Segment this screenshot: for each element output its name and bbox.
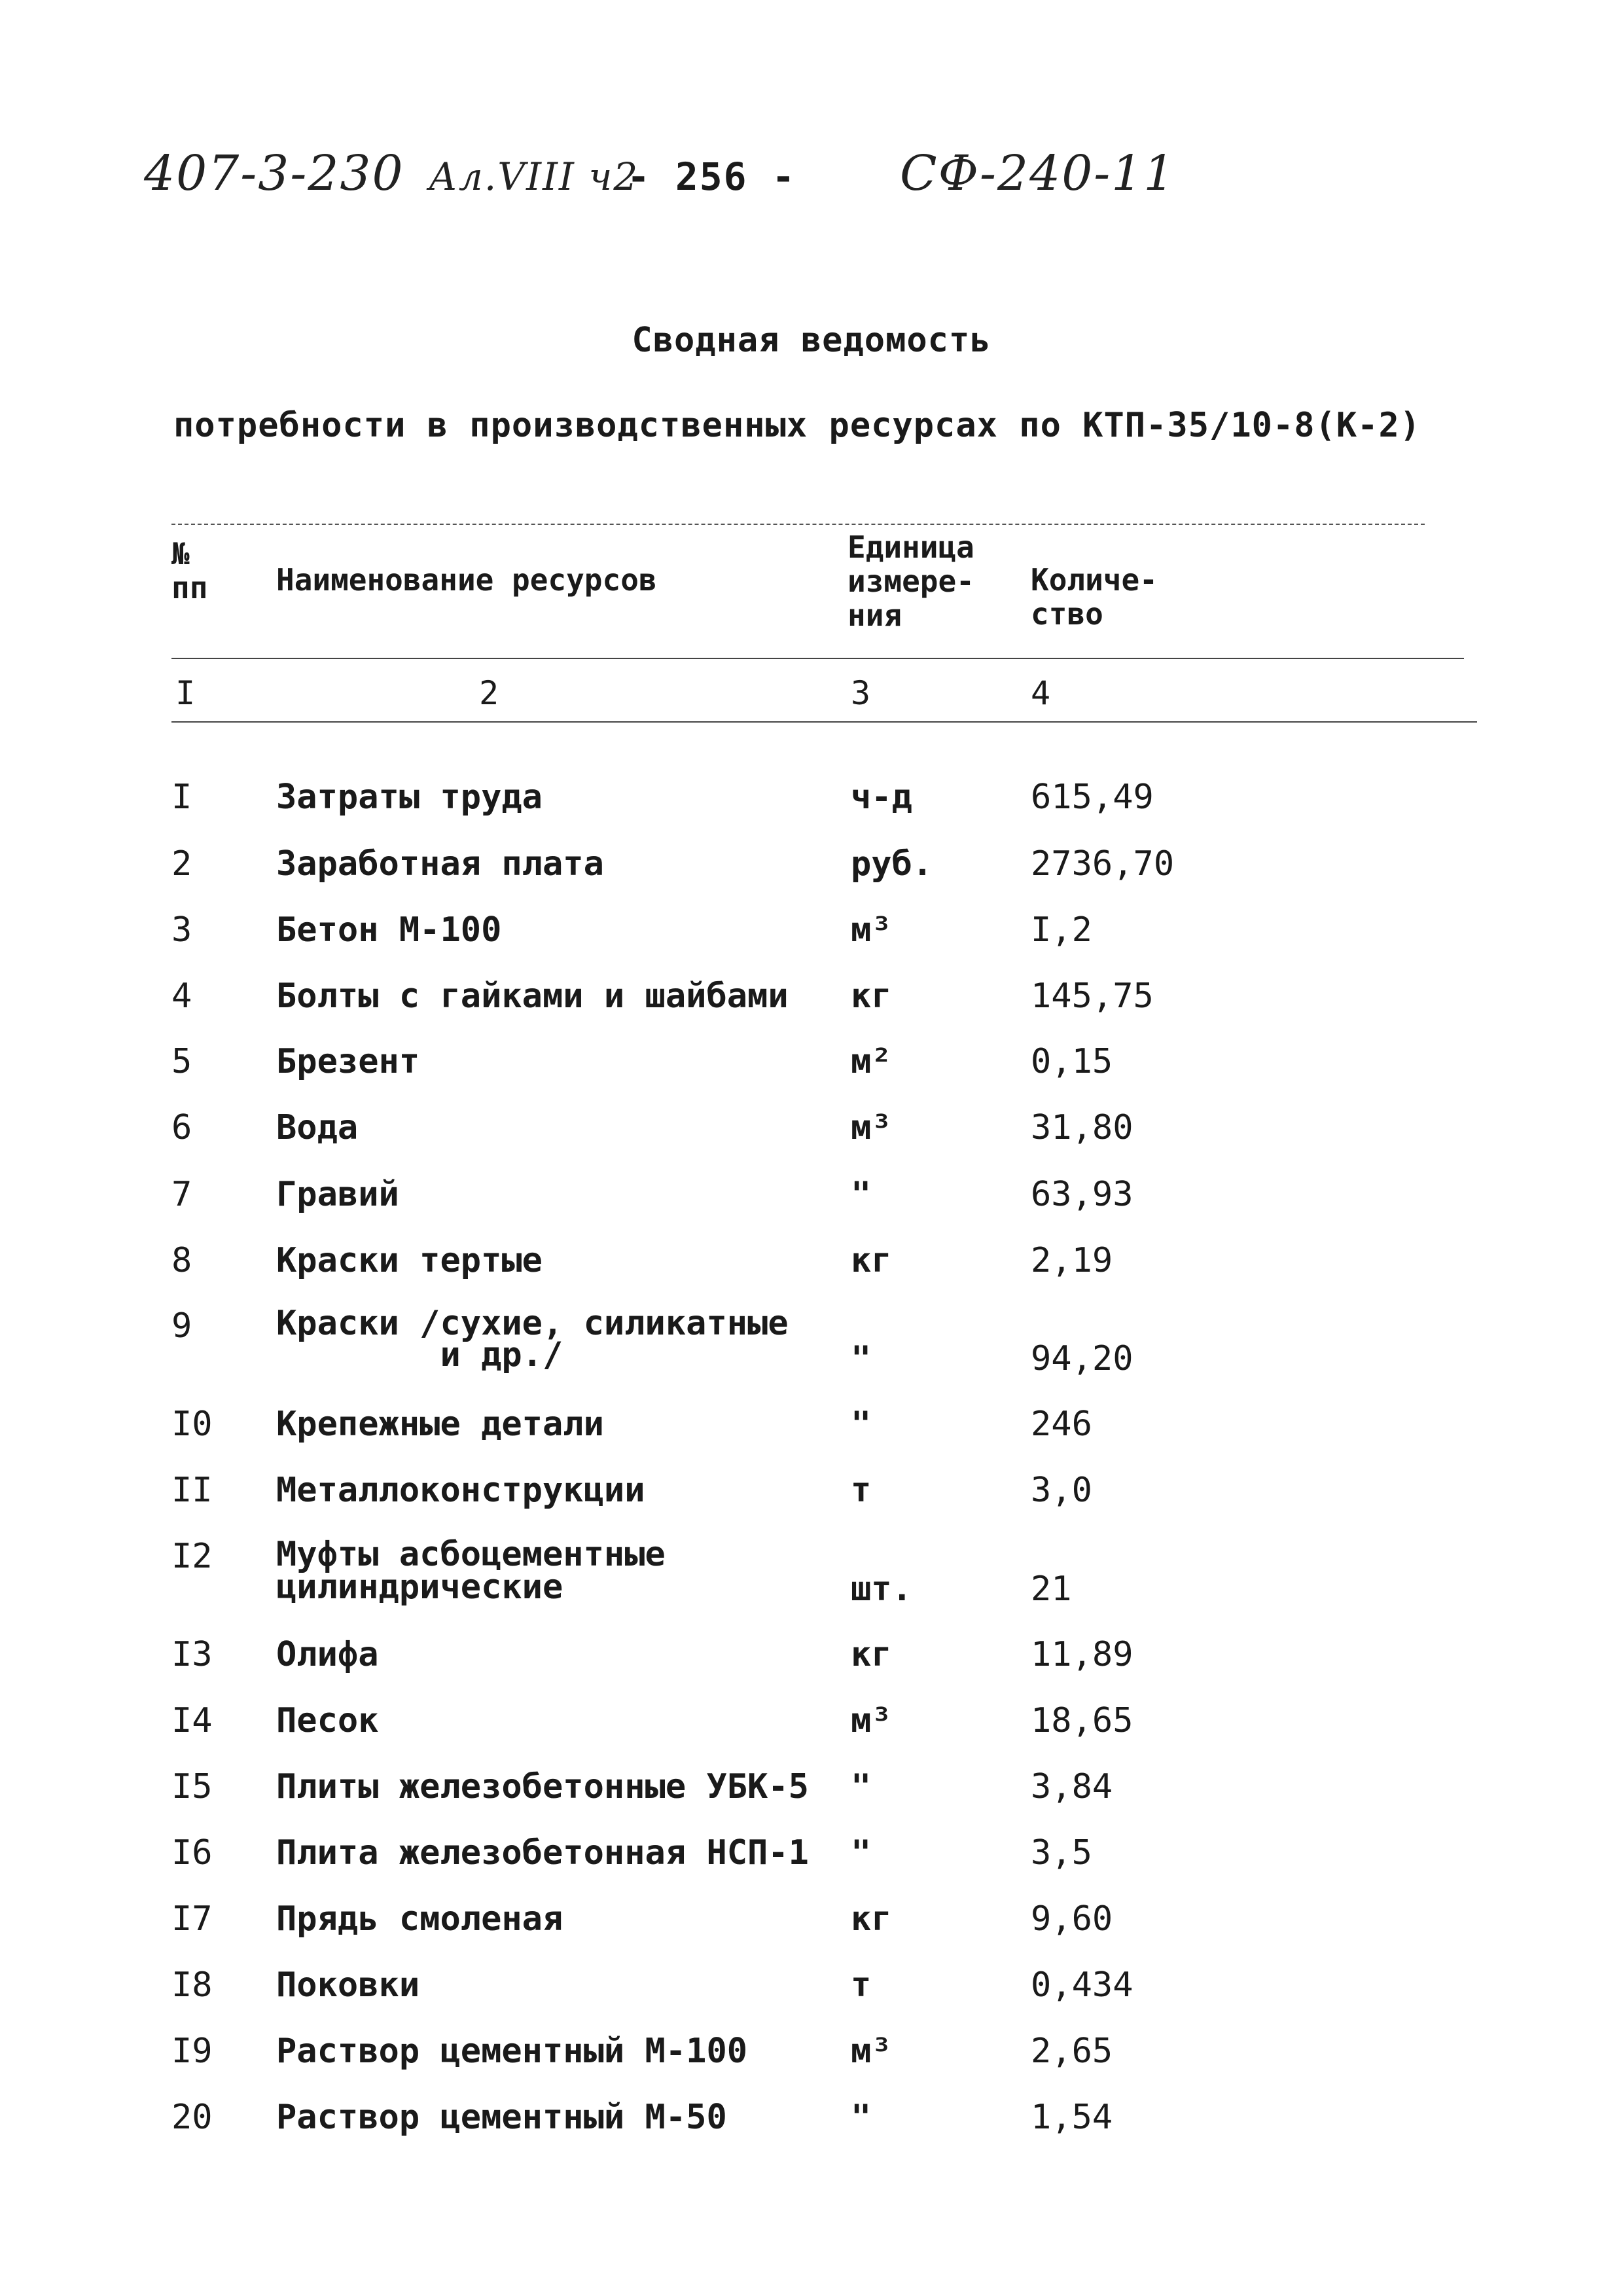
quantity: 1,54 [1031,2098,1113,2137]
resource-name: Болты с гайками и шайбами [276,977,789,1016]
table-row [0,912,1623,977]
row-number: I4 [171,1701,213,1740]
unit: ч-д [851,778,912,817]
unit: кг [851,977,892,1016]
row-number: I8 [171,1965,213,2005]
row-number: 9 [171,1306,192,1346]
table-row [0,846,1623,911]
row-number: 20 [171,2098,213,2137]
unit: шт. [851,1570,912,1609]
row-number: 8 [171,1241,192,1280]
table-row [0,1109,1623,1175]
table-row [0,1702,1623,1768]
row-number: I0 [171,1405,213,1444]
unit: м² [851,1042,892,1081]
quantity: 63,93 [1031,1175,1133,1214]
resource-name: Металлоконструкции [276,1471,645,1510]
row-number: I9 [171,2032,213,2071]
unit: кг [851,1241,892,1280]
unit: т [851,1965,872,2005]
unit: м³ [851,1108,892,1147]
resource-name: Заработная плата [276,844,604,884]
unit: " [851,1405,872,1444]
table-row [0,1835,1623,1900]
table-row [0,1636,1623,1702]
quantity: 0,15 [1031,1042,1113,1081]
resource-name: Краски тертые [276,1241,543,1280]
row-number: 6 [171,1108,192,1147]
quantity: 2736,70 [1031,844,1175,884]
quantity: I,2 [1031,910,1092,950]
quantity: 3,5 [1031,1833,1092,1873]
table-row [0,1176,1623,1242]
table-row [0,1242,1623,1308]
row-number: I [171,778,192,817]
table-top-rule [171,524,1425,525]
table-row [0,2099,1623,2164]
row-number: 3 [171,910,192,950]
document-code: 407-3-230 [144,145,404,202]
quantity: 2,19 [1031,1241,1113,1280]
resource-name: Плиты железобетонные УБК-5 [276,1767,809,1806]
quantity: 94,20 [1031,1339,1133,1378]
row-number: 5 [171,1042,192,1081]
unit: " [851,1175,872,1214]
resource-name: Вода [276,1108,359,1147]
resource-name: Плита железобетонная НСП-1 [276,1833,809,1873]
quantity: 9,60 [1031,1899,1113,1939]
resource-name: Гравий [276,1175,399,1214]
unit: " [851,1767,872,1806]
unit: м³ [851,910,892,950]
resource-name: Песок [276,1701,379,1740]
unit: кг [851,1635,892,1674]
unit: м³ [851,2032,892,2071]
row-number: 4 [171,977,192,1016]
unit: " [851,2098,872,2137]
row-number: I2 [171,1537,213,1576]
header-number: № пп [171,536,208,605]
resource-name: Крепежные детали [276,1405,604,1444]
unit: т [851,1471,872,1510]
table-row [0,1535,1623,1630]
quantity: 246 [1031,1405,1092,1444]
table-row [0,2033,1623,2098]
quantity: 31,80 [1031,1108,1133,1147]
table-row [0,1472,1623,1537]
unit: руб. [851,844,933,884]
row-number: II [171,1471,213,1510]
column-number-4: 4 [1031,674,1051,712]
resource-name: Раствор цементный М-100 [276,2032,748,2071]
table-row [0,1768,1623,1834]
document-title: Сводная ведомость [632,321,991,360]
row-number: I5 [171,1767,213,1806]
quantity: 3,0 [1031,1471,1092,1510]
quantity: 0,434 [1031,1965,1133,2005]
unit: кг [851,1899,892,1939]
row-number: I7 [171,1899,213,1939]
document-subtitle: потребности в производственных ресурсах по КТП-35/10-8(К-2) [173,406,1421,445]
unit: " [851,1339,872,1378]
row-number: I3 [171,1635,213,1674]
quantity: 18,65 [1031,1701,1133,1740]
quantity: 615,49 [1031,778,1154,817]
resource-name: Бетон М-100 [276,910,502,950]
column-number-2: 2 [479,674,499,712]
page-number: - 256 - [627,154,796,199]
header-name: Наименование ресурсов [276,562,657,598]
table-row [0,779,1623,844]
header-bottom-rule [171,658,1464,659]
header-quantity: Количе- ство [1031,562,1158,632]
header-unit: Единица измере- ния [847,529,974,633]
table-row [0,1901,1623,1966]
unit: м³ [851,1701,892,1740]
resource-name: Затраты труда [276,778,543,817]
table-row [0,978,1623,1043]
quantity: 21 [1031,1570,1072,1609]
table-row [0,1967,1623,2032]
resource-name: Поковки [276,1965,420,2005]
table-row [0,1304,1623,1399]
column-number-3: 3 [851,674,871,712]
resource-name: Прядь смоленая [276,1899,563,1939]
quantity: 145,75 [1031,977,1154,1016]
resource-name: Раствор цементный М-50 [276,2098,727,2137]
column-number-1: I [175,674,196,712]
row-number: 2 [171,844,192,884]
quantity: 3,84 [1031,1767,1113,1806]
table-row [0,1043,1623,1109]
column-numbers-rule [171,721,1477,723]
sheet-code: СФ-240-11 [900,145,1176,202]
resource-name: Олифа [276,1635,379,1674]
table-row [0,1406,1623,1471]
row-number: I6 [171,1833,213,1873]
album-reference: Ал.VIII ч2 [429,154,639,199]
resource-name: Краски /сухие, силикатные и др./ [276,1304,789,1374]
row-number: 7 [171,1175,192,1214]
resource-name: Брезент [276,1042,420,1081]
unit: " [851,1833,872,1873]
quantity: 2,65 [1031,2032,1113,2071]
quantity: 11,89 [1031,1635,1133,1674]
resource-name: Муфты асбоцементные цилиндрические [276,1535,666,1607]
